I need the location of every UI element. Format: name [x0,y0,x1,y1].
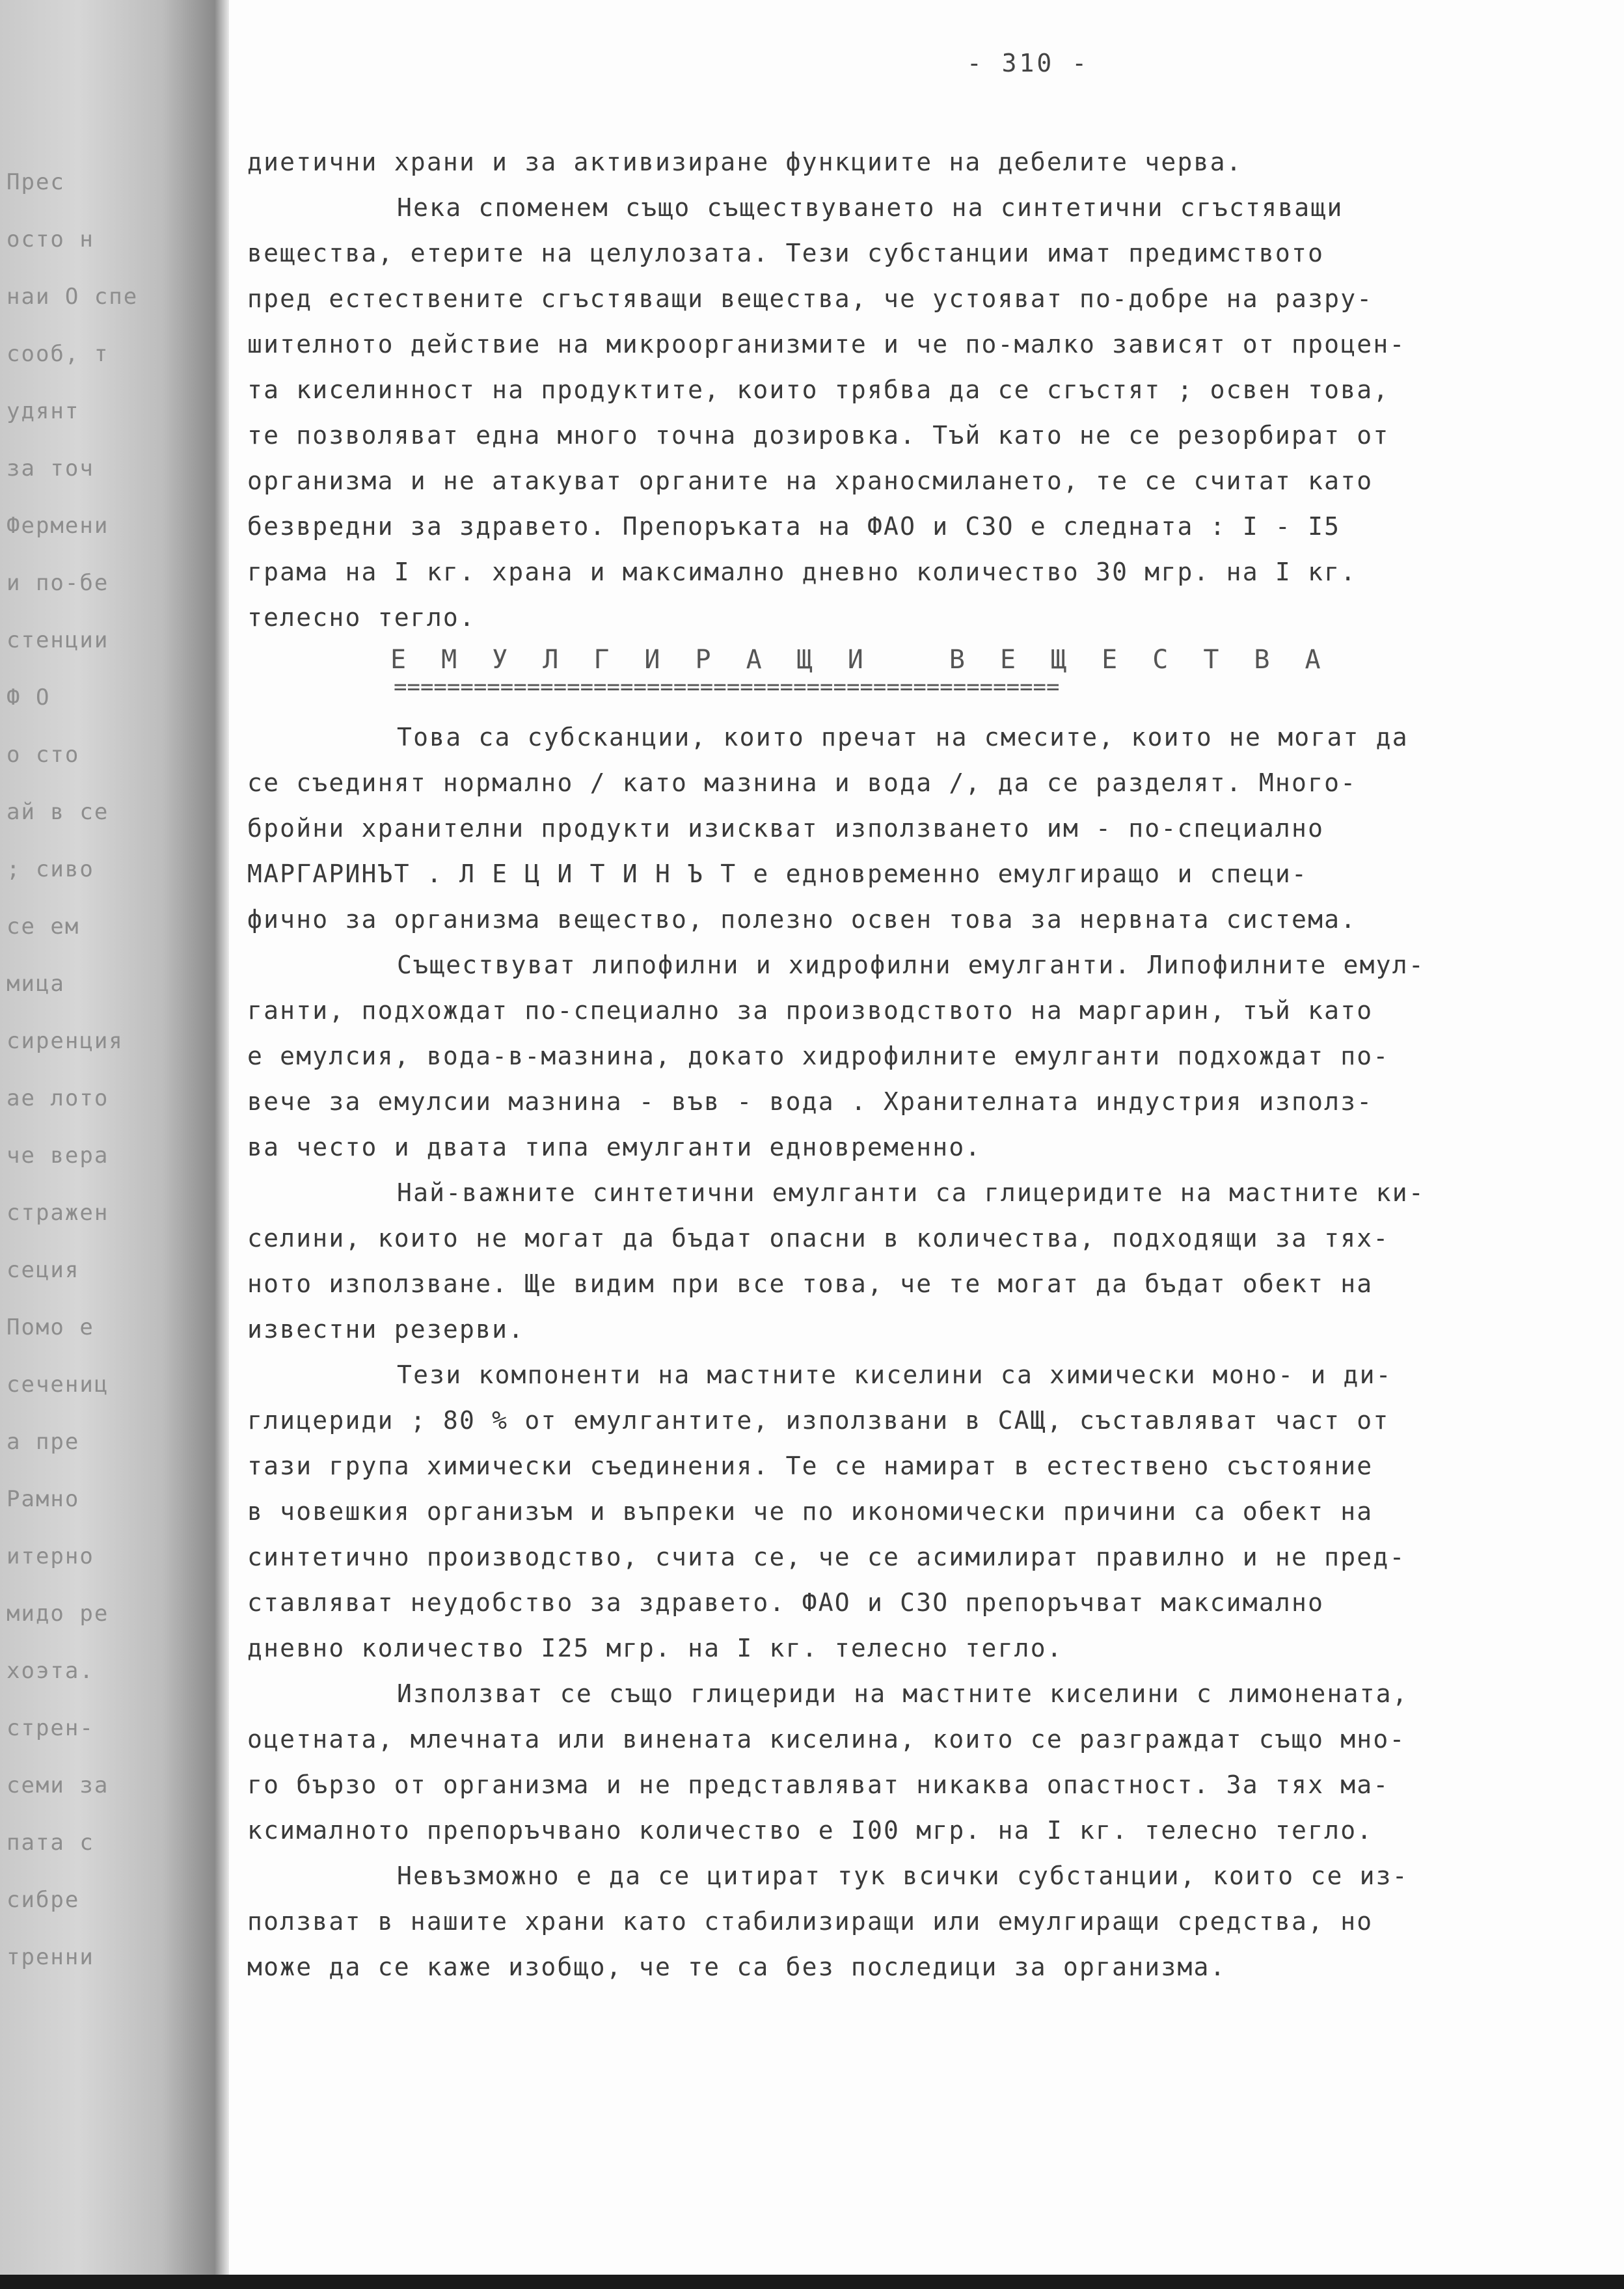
bleed-fragment: стенции [7,627,109,653]
text-line: селини, които не могат да бъдат опасни в количества, подходящи за тях- [247,1224,1390,1253]
bleed-fragment: Прес [7,169,65,195]
bleed-fragment: о сто [7,742,80,768]
text-line: може да се каже изобщо, че те са без последици за организма. [247,1953,1226,1981]
text-line: дневно количество I25 мгр. на I кг. телесно тегло. [247,1634,1063,1662]
paragraph-4 [247,942,1601,1170]
text-line: диетични храни и за активизиране функциите на дебелите черва. [247,148,1243,176]
bleed-fragment: сечениц [7,1372,109,1398]
text-line: та киселинност на продуктите, които трябва да се сгъстят ; освен това, [247,375,1390,404]
text-line: грама на I кг. храна и максимално дневно количество 30 мгр. на I кг. [247,558,1357,586]
paragraph-5 [247,1170,1601,1352]
text-line: безвредни за здравето. Препоръката на ФАО и СЗО е следната : I - I5 [247,512,1341,541]
text-line: бройни хранителни продукти изискват използването им - по-специално [247,814,1325,843]
text-line: вече за емулсии мазнина - във - вода . Хранителната индустрия използ- [247,1087,1374,1116]
paragraph-3 [247,714,1601,942]
bleed-fragment: сиренция [7,1028,124,1054]
bleed-fragment: и по-бе [7,570,109,596]
text-line: оцетната, млечната или винената киселина, които се разграждат също мно- [247,1725,1406,1754]
text-line: ното използване. Ще видим при все това, че те могат да бъдат обект на [247,1269,1374,1298]
paragraph-7 [247,1671,1601,1853]
text-line: фично за организма вещество, полезно освен това за нервната система. [247,905,1357,934]
bleed-fragment: Помо е [7,1314,94,1340]
text-line: глицериди ; 80 % от емулгантите, използвани в САЩ, съставляват част от [247,1406,1390,1435]
bleed-fragment: Фермени [7,513,109,539]
bleed-fragment: сооб, т [7,341,109,367]
bleed-fragment: за точ [7,455,94,481]
paragraph-8 [247,1853,1601,1990]
text-line: Съществуват липофилни и хидрофилни емулганти. Липофилните емул- [397,951,1425,979]
text-line: Това са субсканции, които пречат на смесите, които не могат да [397,723,1409,752]
paragraph-1 [247,139,1601,185]
text-line: го бързо от организма и не представляват никаква опастност. За тях ма- [247,1770,1390,1799]
heading-underline: ================================================== [394,679,1060,695]
text-line: тази група химически съединения. Те се намират в естествено състояние [247,1452,1374,1480]
bleed-fragment: сибре [7,1887,80,1913]
bleed-fragment: Рамно [7,1486,80,1512]
bleed-fragment: мидо ре [7,1601,109,1627]
text-line: те позволяват една много точна дозировка. Тъй като не се резорбират от [247,421,1390,450]
text-line: телесно тегло. [247,603,476,632]
text-line: Невъзможно е да се цитират тук всички субстанции, които се из- [397,1862,1409,1890]
text-line: пред естествените сгъстяващи вещества, че устояват по-добре на разру- [247,284,1374,313]
text-line: известни резерви. [247,1315,525,1344]
bleed-fragment: се ем [7,914,80,940]
bleed-fragment: итерно [7,1543,94,1569]
bleed-through-margin [0,169,156,2056]
section-heading: ЕМУЛГИРАЩИ ВЕЩЕСТВА [390,645,1356,675]
bleed-fragment: хоэта. [7,1658,94,1684]
bleed-fragment: Ф О [7,684,51,711]
text-line: ползват в нашите храни като стабилизиращи или емулгиращи средства, но [247,1907,1374,1936]
text-line: ставляват неудобство за здравето. ФАО и СЗО препоръчват максимално [247,1588,1325,1617]
text-line: Най-важните синтетични емулганти са глицеридите на мастните ки- [397,1178,1425,1207]
bleed-fragment: удянт [7,398,80,424]
bleed-fragment: тренни [7,1944,94,1970]
text-line: вещества, етерите на целулозата. Тези субстанции имат предимството [247,239,1325,267]
page-number: - 310 - [966,49,1090,77]
paragraph-2 [247,185,1601,640]
scan-bottom-edge [0,2275,1624,2289]
bleed-fragment: ай в се [7,799,109,825]
bleed-fragment: наи О спе [7,284,139,310]
text-line: организма и не атакуват органите на храносмилането, те се считат като [247,467,1374,495]
text-line: се съединят нормално / като мазнина и вода /, да се разделят. Много- [247,768,1357,797]
bleed-fragment: пата с [7,1830,94,1856]
paragraph-6 [247,1352,1601,1671]
bleed-fragment: сеция [7,1257,80,1283]
text-line: шителното действие на микроорганизмите и че по-малко зависят от процен- [247,330,1406,359]
document-body [247,49,1601,1990]
bleed-fragment: стрен- [7,1715,94,1741]
text-line: Използват се също глицериди на мастните киселини с лимонената, [397,1679,1409,1708]
text-line: синтетично производство, счита се, че се асимилират правилно и не пред- [247,1543,1406,1571]
bleed-fragment: ; сиво [7,856,94,882]
bleed-fragment: стражен [7,1200,109,1226]
bleed-fragment: осто н [7,226,94,252]
bleed-fragment: ае лото [7,1085,109,1111]
text-line: ва често и двата типа емулганти едновременно. [247,1133,982,1161]
bleed-fragment: че вера [7,1143,109,1169]
bleed-fragment: мица [7,971,65,997]
bleed-fragment: а пре [7,1429,80,1455]
text-line: Нека споменем също съществуването на синтетични сгъстяващи [397,193,1344,222]
text-line: ксималното препоръчвано количество е I00 мгр. на I кг. телесно тегло. [247,1816,1374,1845]
text-line: МАРГАРИНЪТ . Л Е Ц И Т И Н Ъ Т е едновременно емулгиращо и специ- [247,860,1308,888]
bleed-fragment: семи за [7,1772,109,1798]
text-line: ганти, подхождат по-специално за производството на маргарин, тъй като [247,996,1374,1025]
text-line: Тези компоненти на мастните киселини са химически моно- и ди- [397,1361,1392,1389]
text-line: е емулсия, вода-в-мазнина, докато хидрофилните емулганти подхождат по- [247,1042,1390,1070]
text-line: в човешкия организъм и въпреки че по икономически причини са обект на [247,1497,1374,1526]
